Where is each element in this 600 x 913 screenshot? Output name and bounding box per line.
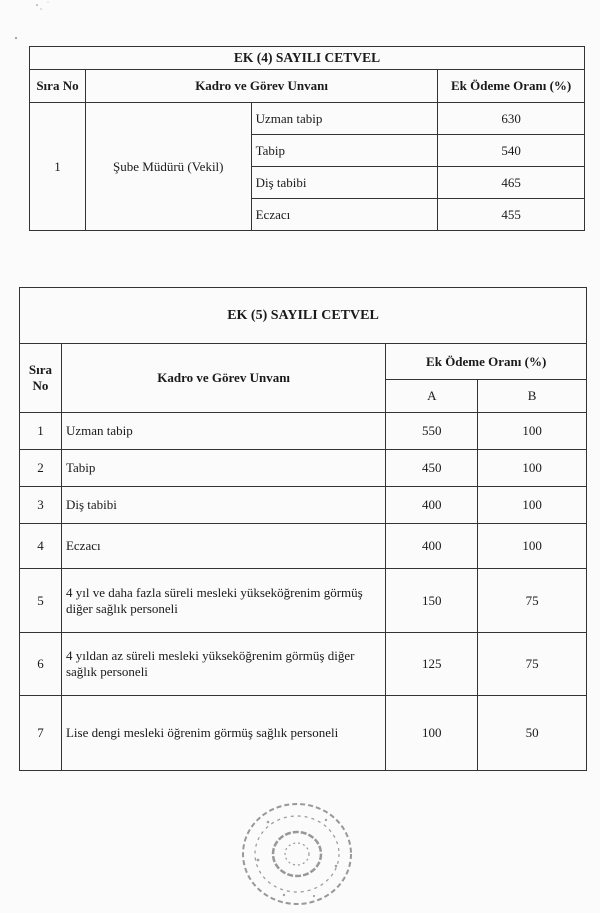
ek5-header-b: B [478, 380, 587, 413]
ek4-unvan: Diş tabibi [251, 167, 438, 199]
table-row [20, 696, 587, 771]
ek5-b: 100 [478, 487, 587, 524]
table-row [20, 633, 587, 696]
ek4-header-sira: Sıra No [30, 70, 86, 103]
ek4-unvan: Tabip [251, 135, 438, 167]
ek5-unvan: Lise dengi mesleki öğrenim görmüş sağlık personeli [61, 696, 385, 771]
ek5-a: 450 [386, 450, 478, 487]
ek5-unvan: Diş tabibi [61, 487, 385, 524]
table-row [20, 487, 587, 524]
ek5-header-sira: Sıra No [20, 344, 62, 413]
ek5-sira: 6 [20, 633, 62, 696]
ek5-unvan: Tabip [61, 450, 385, 487]
ek5-unvan: Eczacı [61, 524, 385, 569]
ek4-header-oran: Ek Ödeme Oranı (%) [438, 70, 585, 103]
ek5-a: 100 [386, 696, 478, 771]
ek5-b: 100 [478, 413, 587, 450]
ek5-header-oran: Ek Ödeme Oranı (%) [386, 344, 587, 380]
ek5-title: EK (5) SAYILI CETVEL [20, 288, 587, 344]
scan-specks [0, 0, 60, 50]
ek5-unvan: Uzman tabip [61, 413, 385, 450]
ek5-sira: 2 [20, 450, 62, 487]
ek5-header-kadro: Kadro ve Görev Unvanı [61, 344, 385, 413]
ek4-title: EK (4) SAYILI CETVEL [30, 47, 585, 70]
ek5-b: 100 [478, 450, 587, 487]
ek4-unvan: Uzman tabip [251, 103, 438, 135]
ek5-a: 550 [386, 413, 478, 450]
ek5-a: 400 [386, 524, 478, 569]
ek4-oran: 455 [438, 199, 585, 231]
ek4-sira: 1 [30, 103, 86, 231]
ek4-header-kadro: Kadro ve Görev Unvanı [85, 70, 437, 103]
ek5-b: 75 [478, 633, 587, 696]
ek4-oran: 630 [438, 103, 585, 135]
ek5-b: 100 [478, 524, 587, 569]
ek5-header-a: A [386, 380, 478, 413]
ek5-a: 400 [386, 487, 478, 524]
ek4-kadro: Şube Müdürü (Vekil) [85, 103, 251, 231]
ek4-oran: 465 [438, 167, 585, 199]
ek4-unvan: Eczacı [251, 199, 438, 231]
ek5-sira: 7 [20, 696, 62, 771]
ek5-a: 150 [386, 569, 478, 633]
seal-stamp [238, 800, 356, 908]
ek5-sira: 5 [20, 569, 62, 633]
table-row [30, 103, 585, 135]
ek5-b: 75 [478, 569, 587, 633]
ek5-table [19, 287, 587, 771]
ek5-a: 125 [386, 633, 478, 696]
ek5-unvan: 4 yıldan az süreli mesleki yükseköğrenim görmüş diğer sağlık personeli [61, 633, 385, 696]
table-row [20, 413, 587, 450]
ek5-sira: 1 [20, 413, 62, 450]
ek5-sira: 3 [20, 487, 62, 524]
table-row [20, 524, 587, 569]
table-row [20, 569, 587, 633]
ek4-table [29, 46, 585, 231]
ek5-unvan: 4 yıl ve daha fazla süreli mesleki yükseköğrenim görmüş diğer sağlık personeli [61, 569, 385, 633]
table-row [20, 450, 587, 487]
ek5-b: 50 [478, 696, 587, 771]
ek5-sira: 4 [20, 524, 62, 569]
ek4-oran: 540 [438, 135, 585, 167]
